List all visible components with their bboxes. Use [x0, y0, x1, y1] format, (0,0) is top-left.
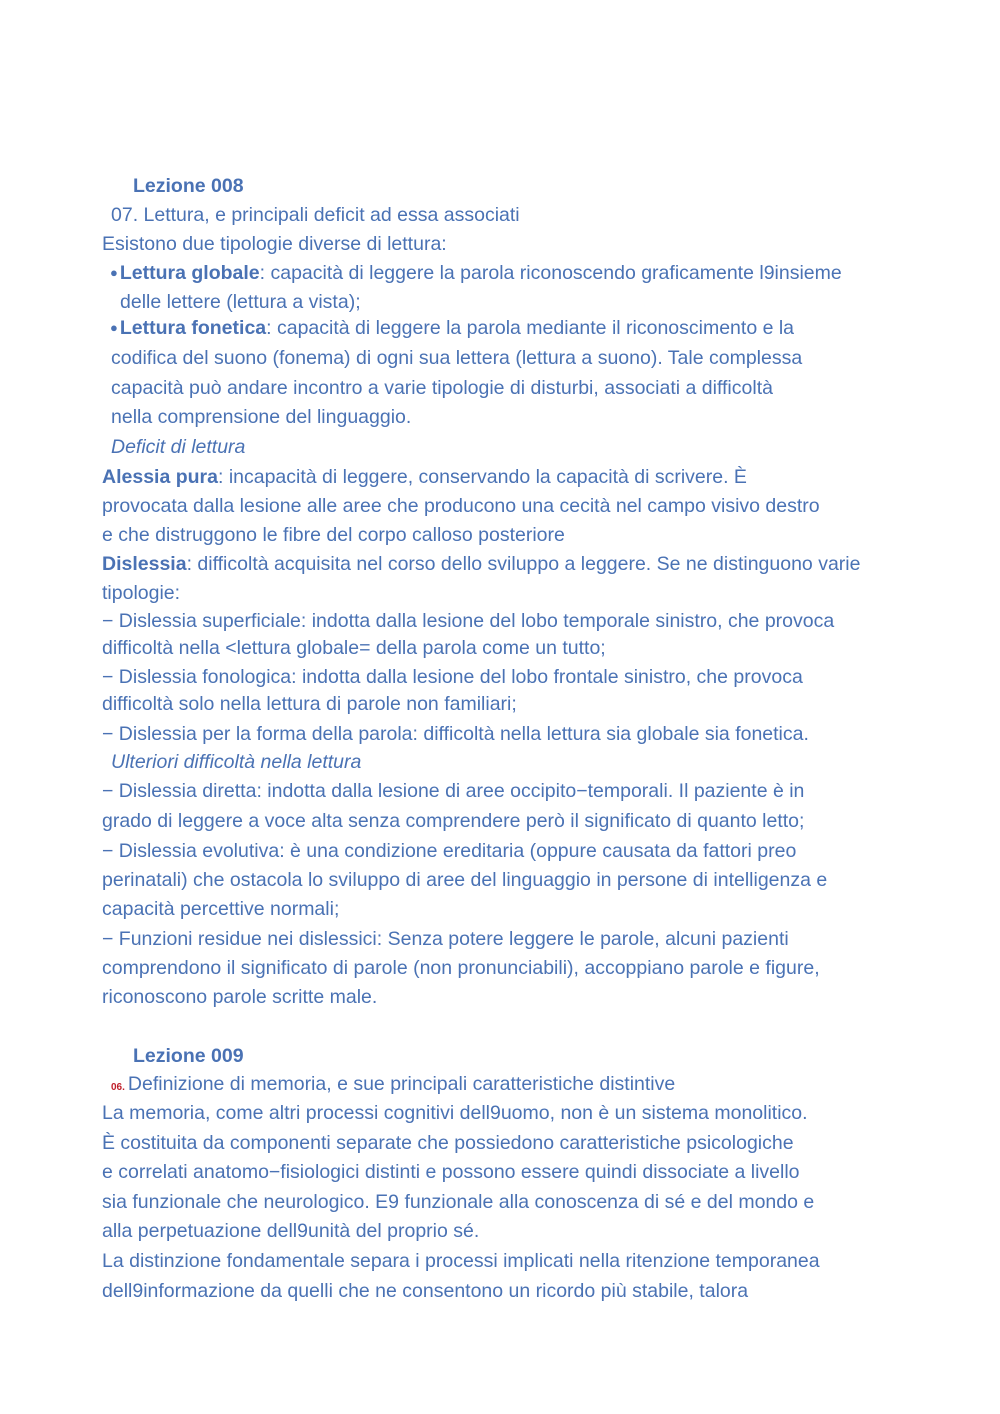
bullet-dot-icon: ●: [110, 265, 118, 280]
lesson-009-subtitle-line: [111, 1072, 675, 1100]
paragraph-text: alla perpetuazione dell9unità del proprio sé.: [102, 1220, 480, 1242]
bullet-text: : capacità di leggere la parola mediante il riconoscimento e la: [266, 317, 795, 339]
section-heading-ulteriori: Ulteriori difficoltà nella lettura: [111, 751, 362, 773]
paragraph-text: : difficoltà acquisita nel corso dello sviluppo a leggere. Se ne distinguono varie: [186, 553, 861, 575]
list-item-superficiale: − Dislessia superficiale: indotta dalla lesione del lobo temporale sinistro, che provoca: [102, 610, 835, 632]
list-item-text: capacità percettive normali;: [102, 898, 340, 920]
bullet-text-continued: codifica del suono (fonema) di ogni sua lettera (lettura a suono). Tale complessa: [111, 347, 803, 369]
bullet-text-continued: nella comprensione del linguaggio.: [111, 406, 412, 428]
paragraph-text: e correlati anatomo−fisiologici distinti e possono essere quindi dissociate a livello: [102, 1161, 800, 1183]
bullet-text-continued: delle lettere (lettura a vista);: [120, 291, 361, 313]
paragraph-text: provocata dalla lesione alle aree che producono una cecità nel campo visivo destro: [102, 495, 820, 517]
list-item-text: difficoltà solo nella lettura di parole non familiari;: [102, 693, 517, 715]
lesson-009-heading: Lezione 009: [133, 1045, 244, 1067]
term-alessia-pura: Alessia pura: [102, 466, 218, 488]
list-item-text: comprendono il significato di parole (non pronunciabili), accoppiano parole e figure,: [102, 957, 820, 979]
list-item-text: grado di leggere a voce alta senza comprendere però il significato di quanto letto;: [102, 810, 805, 832]
list-item-diretta: − Dislessia diretta: indotta dalla lesione di aree occipito−temporali. Il paziente è in: [102, 780, 805, 802]
paragraph-text: È costituita da componenti separate che possiedono caratteristiche psicologiche: [102, 1132, 794, 1154]
intro-text: Esistono due tipologie diverse di lettura:: [102, 233, 447, 255]
lesson-008-subtitle: 07. Lettura, e principali deficit ad essa associati: [111, 204, 520, 226]
section-heading-deficit: Deficit di lettura: [111, 436, 246, 458]
list-item-forma: − Dislessia per la forma della parola: difficoltà nella lettura sia globale sia fonetica.: [102, 723, 809, 745]
bullet-item-lettura-globale: [110, 261, 842, 285]
red-number-tag: 06.: [111, 1082, 125, 1093]
list-item-fonologica: − Dislessia fonologica: indotta dalla lesione del lobo frontale sinistro, che provoca: [102, 666, 803, 688]
paragraph-text: e che distruggono le fibre del corpo calloso posteriore: [102, 524, 565, 546]
term-dislessia: Dislessia: [102, 553, 187, 575]
paragraph-text: tipologie:: [102, 582, 181, 604]
paragraph-text: sia funzionale che neurologico. E9 funzionale alla conoscenza di sé e del mondo e: [102, 1191, 815, 1213]
paragraph-dislessia: [102, 552, 860, 576]
lesson-008-heading: Lezione 008: [133, 175, 244, 197]
paragraph-alessia: [102, 465, 747, 489]
bullet-dot-icon: ●: [110, 320, 118, 335]
list-item-evolutiva: − Dislessia evolutiva: è una condizione ereditaria (oppure causata da fattori preo: [102, 840, 797, 862]
paragraph-text: dell9informazione da quelli che ne consentono un ricordo più stabile, talora: [102, 1280, 749, 1302]
paragraph-text: : incapacità di leggere, conservando la capacità di scrivere. È: [217, 466, 747, 488]
list-item-text: perinatali) che ostacola lo sviluppo di aree del linguaggio in persone di intelligenza e: [102, 869, 828, 891]
paragraph-text: La distinzione fondamentale separa i processi implicati nella ritenzione temporanea: [102, 1250, 820, 1272]
lesson-009-subtitle: Definizione di memoria, e sue principali caratteristiche distintive: [127, 1073, 676, 1095]
bullet-text-continued: capacità può andare incontro a varie tipologie di disturbi, associati a difficoltà: [111, 377, 773, 399]
bullet-text: : capacità di leggere la parola riconoscendo graficamente l9insieme: [259, 262, 842, 284]
term-lettura-globale: Lettura globale: [119, 262, 260, 284]
list-item-text: riconoscono parole scritte male.: [102, 986, 378, 1008]
term-lettura-fonetica: Lettura fonetica: [119, 317, 267, 339]
bullet-item-lettura-fonetica: [110, 316, 794, 340]
list-item-text: difficoltà nella <lettura globale= della parola come un tutto;: [102, 637, 606, 659]
list-item-residue: − Funzioni residue nei dislessici: Senza potere leggere le parole, alcuni pazienti: [102, 928, 789, 950]
paragraph-text: La memoria, come altri processi cognitivi dell9uomo, non è un sistema monolitico.: [102, 1102, 808, 1124]
